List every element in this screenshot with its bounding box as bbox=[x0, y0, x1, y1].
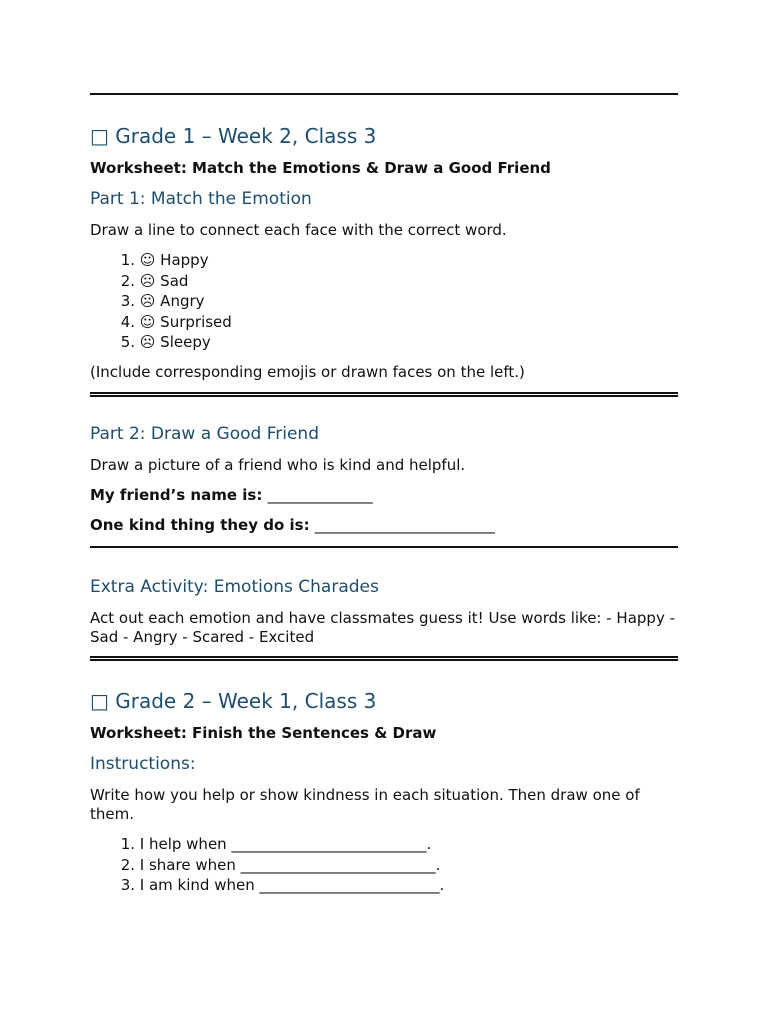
sentence-list bbox=[90, 834, 444, 896]
double-rule bbox=[90, 392, 678, 397]
list-text: ☹ Angry bbox=[139, 292, 205, 310]
list-text: ☺ Surprised bbox=[139, 312, 232, 331]
friend-name-blank: ______________ bbox=[267, 486, 373, 504]
list-text: I share when __________________________. bbox=[139, 855, 441, 874]
list-item bbox=[90, 875, 444, 896]
grade1-worksheet-title: Worksheet: Match the Emotions & Draw a Good Friend bbox=[90, 159, 551, 177]
extra-activity-text: Act out each emotion and have classmates guess it! Use words like: - Happy - Sad - Angry - Scared - Excited bbox=[90, 609, 675, 646]
list-item bbox=[90, 855, 444, 876]
list-item bbox=[90, 332, 232, 353]
grade2-worksheet-title: Worksheet: Finish the Sentences & Draw bbox=[90, 724, 437, 742]
list-number: 1. bbox=[120, 835, 135, 853]
list-text: ☺ Happy bbox=[139, 251, 209, 269]
list-number: 2. bbox=[120, 271, 135, 290]
double-rule bbox=[90, 656, 678, 661]
list-number: 3. bbox=[120, 292, 135, 310]
list-number: 3. bbox=[120, 876, 135, 894]
part2-heading: Part 2: Draw a Good Friend bbox=[90, 424, 319, 444]
list-text: I am kind when ________________________. bbox=[139, 876, 445, 894]
grade1-heading: □ Grade 1 – Week 2, Class 3 bbox=[90, 124, 377, 148]
part1-heading: Part 1: Match the Emotion bbox=[90, 189, 312, 209]
list-number: 5. bbox=[120, 333, 135, 351]
list-text: ☹ Sad bbox=[139, 271, 189, 290]
part1-instruction: Draw a line to connect each face with the correct word. bbox=[90, 221, 507, 239]
list-number: 1. bbox=[120, 251, 135, 269]
list-text: I help when __________________________. bbox=[139, 835, 432, 853]
horizontal-rule bbox=[90, 93, 678, 95]
list-item bbox=[90, 312, 232, 333]
part1-note: (Include corresponding emojis or drawn faces on the left.) bbox=[90, 363, 525, 381]
list-text: ☹ Sleepy bbox=[139, 333, 211, 351]
kind-thing-blank: ________________________ bbox=[314, 516, 495, 534]
kind-thing-line bbox=[90, 516, 495, 534]
kind-thing-label: One kind thing they do is: bbox=[90, 516, 310, 534]
emotion-list bbox=[90, 250, 232, 353]
list-item bbox=[90, 271, 232, 292]
list-number: 4. bbox=[120, 312, 135, 331]
list-number: 2. bbox=[120, 855, 135, 874]
extra-activity-heading: Extra Activity: Emotions Charades bbox=[90, 577, 379, 597]
list-item bbox=[90, 250, 232, 271]
friend-name-label: My friend’s name is: bbox=[90, 486, 263, 504]
instructions-heading: Instructions: bbox=[90, 754, 196, 774]
part2-instruction: Draw a picture of a friend who is kind and helpful. bbox=[90, 456, 466, 474]
grade2-heading: □ Grade 2 – Week 1, Class 3 bbox=[90, 689, 377, 713]
list-item bbox=[90, 291, 232, 312]
instructions-text: Write how you help or show kindness in each situation. Then draw one of them. bbox=[90, 786, 640, 823]
list-item bbox=[90, 834, 444, 855]
horizontal-rule bbox=[90, 546, 678, 548]
friend-name-line bbox=[90, 486, 373, 504]
